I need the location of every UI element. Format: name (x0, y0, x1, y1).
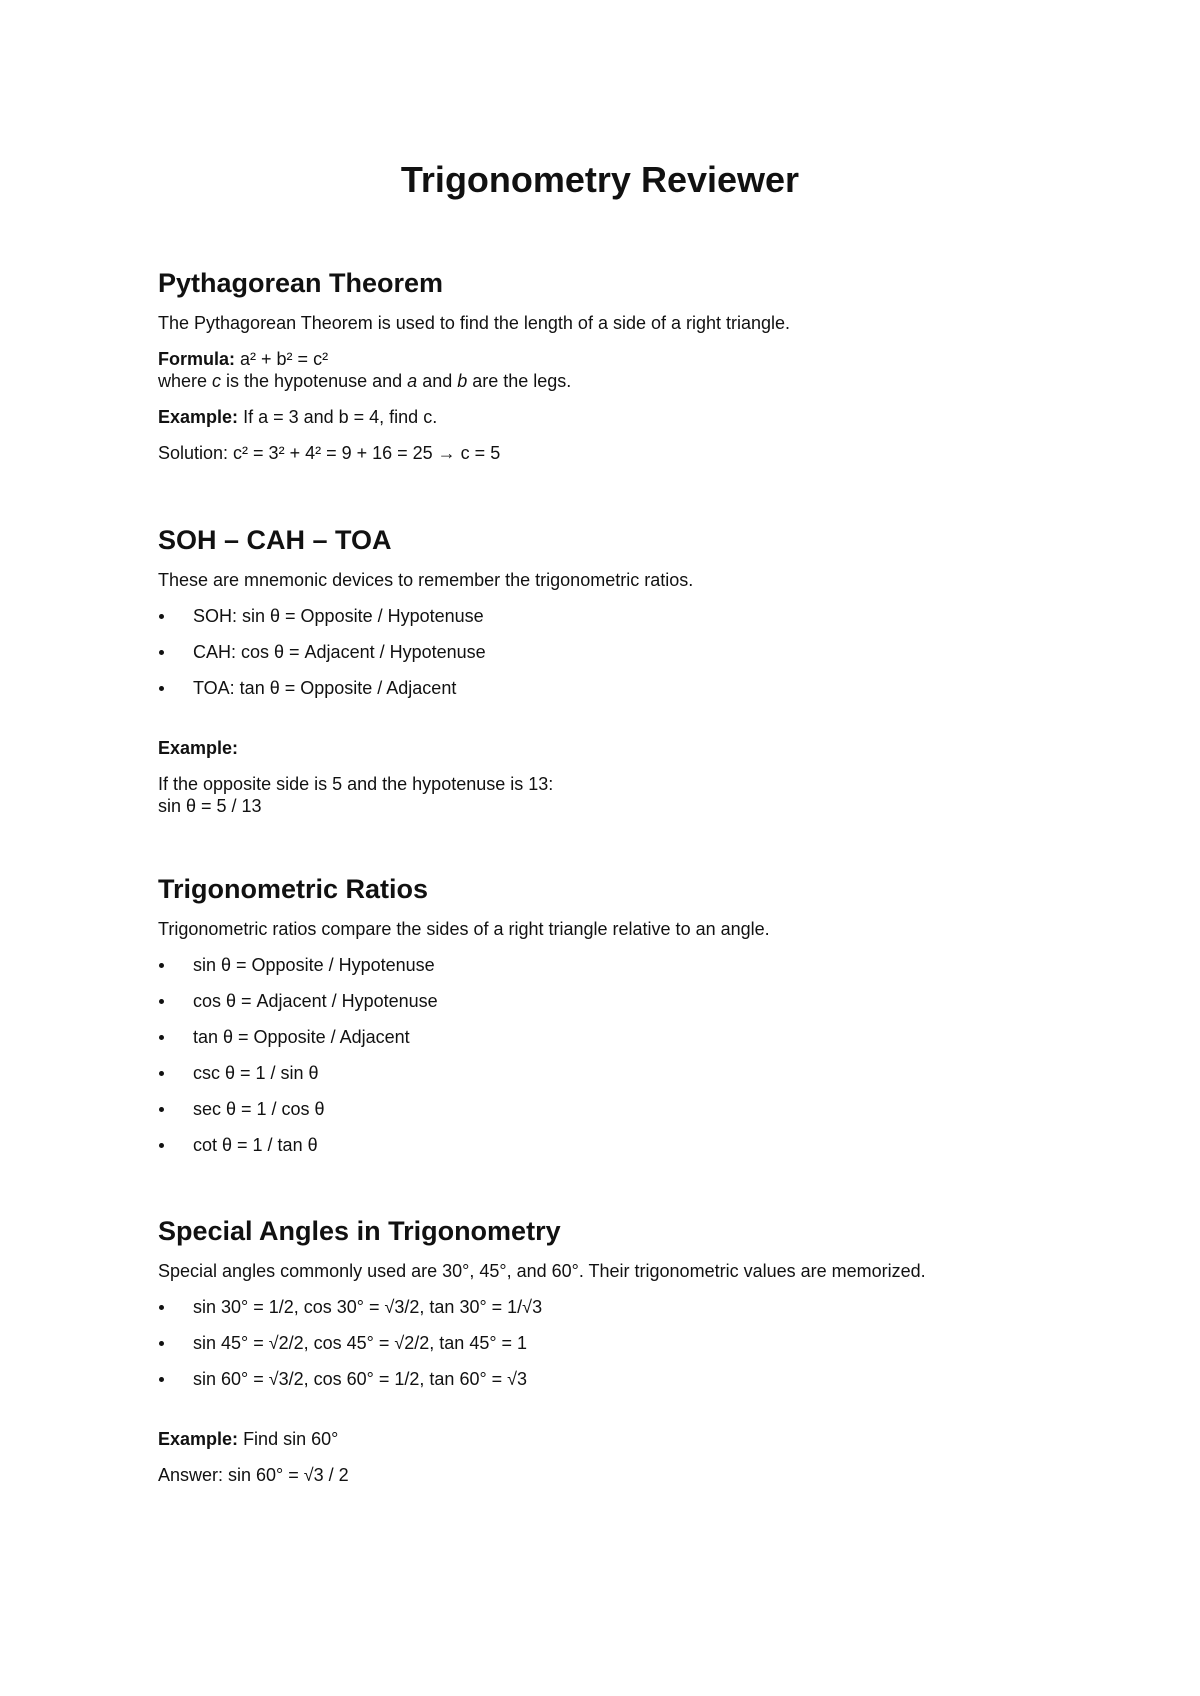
bullet-icon (159, 1071, 164, 1076)
sohcahtoa-intro: These are mnemonic devices to remember the trigonometric ratios. (158, 570, 694, 590)
list-item-text: sin 60° = √3/2, cos 60° = 1/2, tan 60° = √3 (193, 1369, 528, 1389)
list-item-text: sin θ = Opposite / Hypotenuse (193, 955, 435, 975)
special-example (158, 1428, 1058, 1450)
list-item-text: sin 45° = √2/2, cos 45° = √2/2, tan 45° = 1 (193, 1333, 528, 1353)
pythagorean-intro: The Pythagorean Theorem is used to find the length of a side of a right triangle. (158, 313, 791, 333)
document-title: Trigonometry Reviewer (400, 159, 800, 200)
formula-label: Formula: (158, 349, 236, 369)
where-var-c: c (212, 371, 222, 391)
bullet-icon (159, 999, 164, 1004)
list-item (158, 990, 1058, 1026)
formula-value: a² + b² = c² (240, 349, 329, 369)
pythagorean-where (158, 370, 1058, 392)
list-item (158, 1296, 1058, 1332)
bullet-icon (159, 614, 164, 619)
bullet-icon (159, 650, 164, 655)
list-item (158, 1332, 1058, 1368)
list-item (158, 1368, 1058, 1404)
ratios-list (158, 954, 1058, 1170)
bullet-icon (159, 963, 164, 968)
pythagorean-example (158, 406, 1058, 428)
ratios-intro: Trigonometric ratios compare the sides of a right triangle relative to an angle. (158, 919, 770, 939)
section-sohcahtoa (158, 523, 1058, 817)
bullet-icon (159, 1143, 164, 1148)
bullet-icon (159, 1107, 164, 1112)
example-label: Example: (158, 1429, 239, 1449)
section-pythagorean (158, 266, 1058, 464)
where-text: and (417, 371, 458, 391)
list-item (158, 1026, 1058, 1062)
sohcahtoa-example-line1: If the opposite side is 5 and the hypotenuse is 13: (158, 774, 554, 794)
bullet-icon (159, 1341, 164, 1346)
where-var-a: a (407, 371, 418, 391)
list-item (158, 1134, 1058, 1170)
example-text: Find sin 60° (243, 1429, 339, 1449)
example-label: Example: (158, 407, 239, 427)
list-item-text: CAH: cos θ = Adjacent / Hypotenuse (193, 642, 486, 662)
list-item-text: csc θ = 1 / sin θ (193, 1063, 319, 1083)
pythagorean-solution: Solution: c² = 3² + 4² = 9 + 16 = 25 → c = 5 (158, 443, 501, 463)
list-item-text: TOA: tan θ = Opposite / Adjacent (193, 678, 457, 698)
where-var-b: b (457, 371, 468, 391)
section-heading-sohcahtoa: SOH – CAH – TOA (158, 525, 392, 555)
section-special-angles (158, 1214, 1058, 1486)
list-item (158, 1062, 1058, 1098)
list-item (158, 1098, 1058, 1134)
list-item-text: cot θ = 1 / tan θ (193, 1135, 318, 1155)
list-item-text: SOH: sin θ = Opposite / Hypotenuse (193, 606, 484, 626)
example-text: If a = 3 and b = 4, find c. (243, 407, 438, 427)
bullet-icon (159, 1305, 164, 1310)
list-item-text: tan θ = Opposite / Adjacent (193, 1027, 410, 1047)
list-item (158, 677, 1058, 713)
section-heading-pythagorean: Pythagorean Theorem (158, 268, 444, 298)
where-text: is the hypotenuse and (221, 371, 408, 391)
list-item-text: cos θ = Adjacent / Hypotenuse (193, 991, 438, 1011)
section-ratios (158, 872, 1058, 1170)
list-item (158, 954, 1058, 990)
list-item-text: sec θ = 1 / cos θ (193, 1099, 325, 1119)
section-heading-ratios: Trigonometric Ratios (158, 874, 429, 904)
bullet-icon (159, 1377, 164, 1382)
special-answer: Answer: sin 60° = √3 / 2 (158, 1465, 349, 1485)
section-heading-special-angles: Special Angles in Trigonometry (158, 1216, 561, 1246)
where-text: are the legs. (467, 371, 572, 391)
list-item (158, 641, 1058, 677)
bullet-icon (159, 1035, 164, 1040)
special-intro: Special angles commonly used are 30°, 45°, and 60°. Their trigonometric values are memorized. (158, 1261, 926, 1281)
list-item (158, 605, 1058, 641)
pythagorean-formula (158, 348, 1058, 370)
sohcahtoa-example-line2: sin θ = 5 / 13 (158, 796, 262, 816)
special-list (158, 1296, 1058, 1404)
sohcahtoa-list (158, 605, 1058, 713)
list-item-text: sin 30° = 1/2, cos 30° = √3/2, tan 30° = 1/√3 (193, 1297, 543, 1317)
sohcahtoa-example-label: Example: (158, 738, 239, 758)
bullet-icon (159, 686, 164, 691)
where-text: where (158, 371, 213, 391)
